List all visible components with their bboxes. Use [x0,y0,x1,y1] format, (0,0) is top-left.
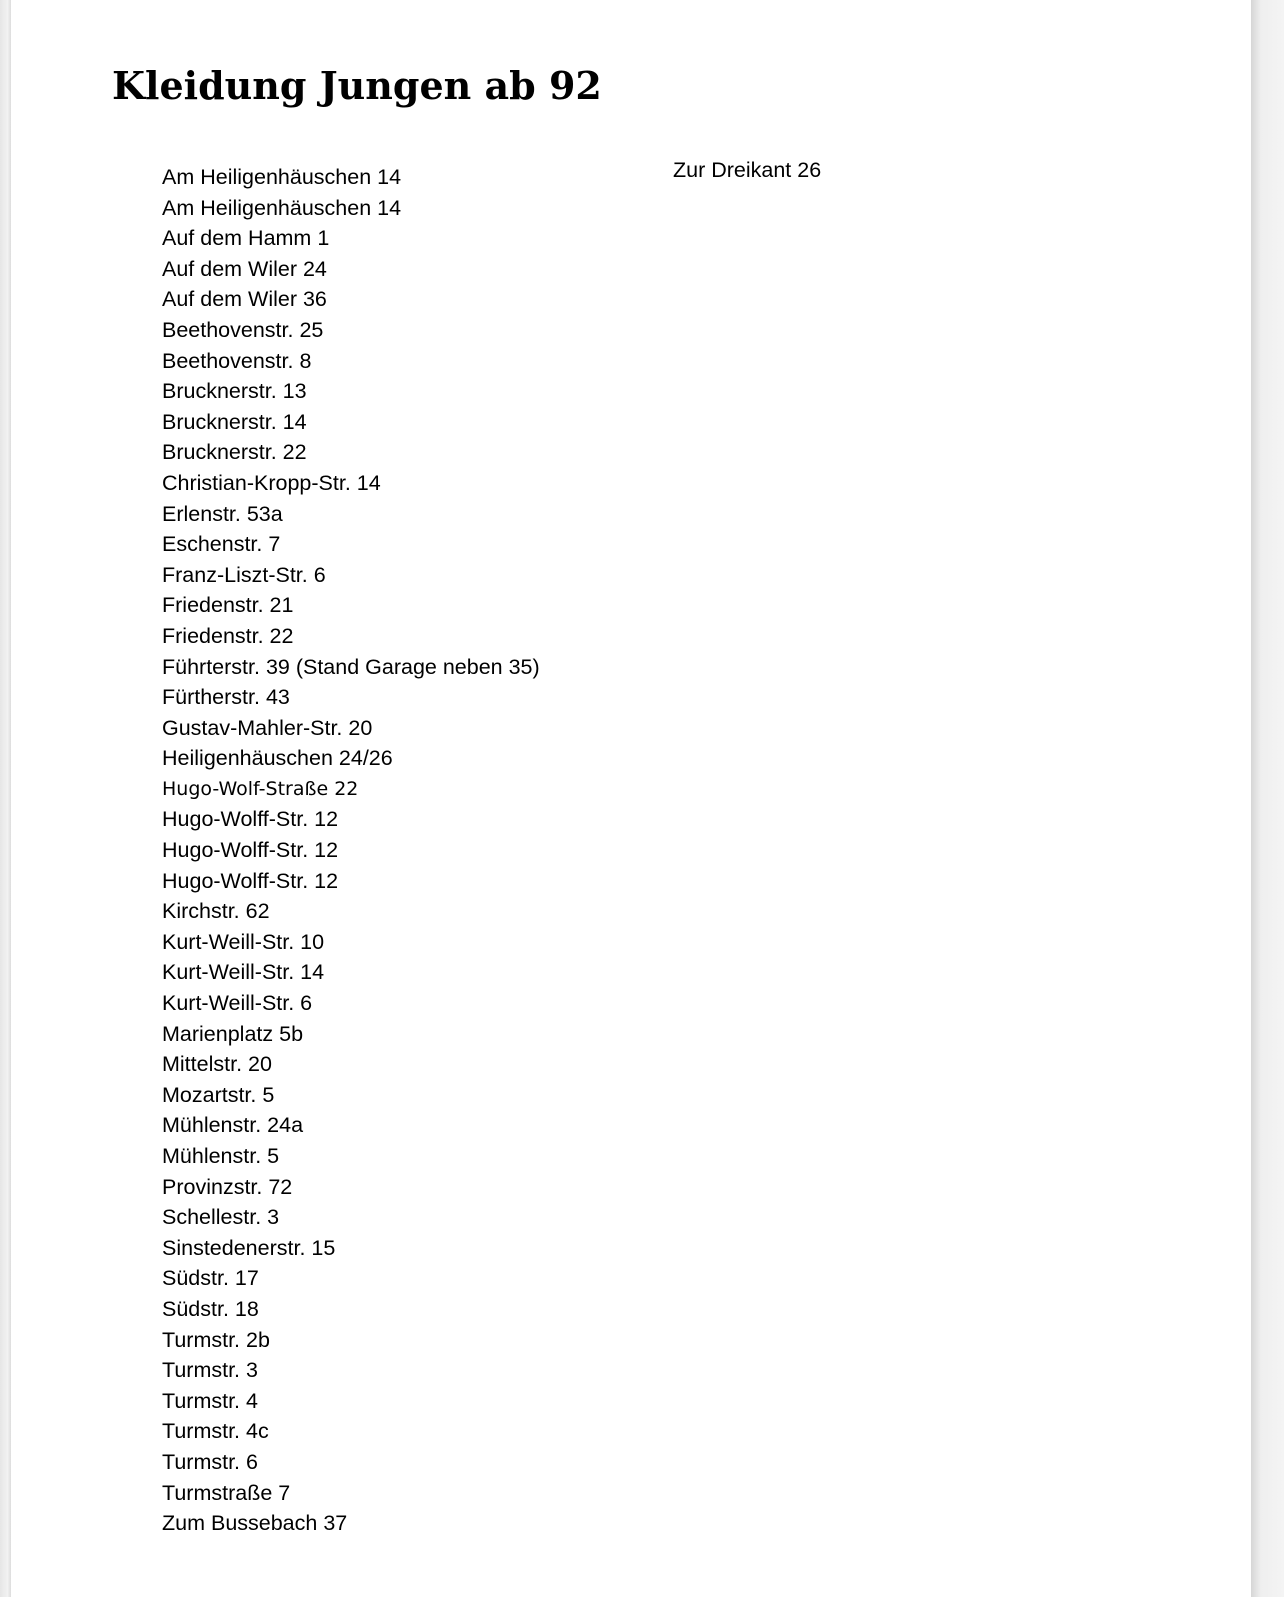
address-item: Hugo-Wolff-Str. 12 [162,807,339,832]
side-address-entry: Zur Dreikant 26 [673,158,822,182]
address-item: Turmstr. 6 [162,1449,258,1474]
address-item: Brucknerstr. 14 [162,409,307,434]
address-item: Auf dem Wiler 24 [162,256,327,281]
address-item: Hugo-Wolf-Straße 22 [162,777,359,800]
viewer-left-edge [0,0,11,1597]
address-item: Kurt-Weill-Str. 6 [162,991,313,1016]
address-item: Auf dem Hamm 1 [162,226,330,251]
address-item: Kirchstr. 62 [162,899,270,924]
address-item: Turmstr. 4c [162,1419,269,1444]
address-item: Beethovenstr. 8 [162,348,312,373]
address-item: Südstr. 17 [162,1266,259,1291]
address-item: Kurt-Weill-Str. 14 [162,960,325,985]
address-item: Schellestr. 3 [162,1205,280,1230]
address-item: Führterstr. 39 (Stand Garage neben 35) [162,654,540,679]
address-item: Erlenstr. 53a [162,501,283,526]
address-item: Hugo-Wolff-Str. 12 [162,868,339,893]
address-item: Brucknerstr. 22 [162,440,307,465]
address-item: Mühlenstr. 5 [162,1144,280,1168]
address-item: Marienplatz 5b [162,1021,304,1046]
address-item: Turmstr. 3 [162,1358,258,1383]
address-item: Gustav-Mahler-Str. 20 [162,715,373,740]
address-item: Zum Bussebach 37 [162,1511,348,1536]
address-item: Mozartstr. 5 [162,1082,275,1107]
address-item: Fürtherstr. 43 [162,685,290,710]
address-item: Franz-Liszt-Str. 6 [162,562,326,587]
address-item: Turmstr. 2b [162,1327,270,1352]
address-item: Sinstedenerstr. 15 [162,1235,336,1260]
address-item: Auf dem Wiler 36 [162,287,327,312]
address-item: Christian-Kropp-Str. 14 [162,470,381,495]
document-page[interactable] [11,0,1251,1597]
document-title: Kleidung Jungen ab 92 [112,63,602,108]
address-item: Kurt-Weill-Str. 10 [162,929,325,954]
address-item: Eschenstr. 7 [162,532,281,557]
address-item: Mühlenstr. 24a [162,1113,304,1138]
address-item: Hugo-Wolff-Str. 12 [162,838,339,863]
viewer-right-edge [1251,0,1284,1597]
address-item: Am Heiligenhäuschen 14 [162,195,402,220]
address-item: Südstr. 18 [162,1296,259,1321]
address-item: Mittelstr. 20 [162,1052,272,1077]
address-item: Turmstraße 7 [162,1480,291,1505]
address-item: Provinzstr. 72 [162,1174,293,1199]
address-item: Friedenstr. 22 [162,623,294,648]
address-item: Heiligenhäuschen 24/26 [162,746,393,771]
address-item: Am Heiligenhäuschen 14 [162,165,402,189]
address-item: Beethovenstr. 25 [162,317,324,342]
address-item: Friedenstr. 21 [162,593,294,618]
address-item: Turmstr. 4 [162,1388,258,1413]
address-item: Brucknerstr. 13 [162,379,307,404]
address-list [162,162,540,1539]
